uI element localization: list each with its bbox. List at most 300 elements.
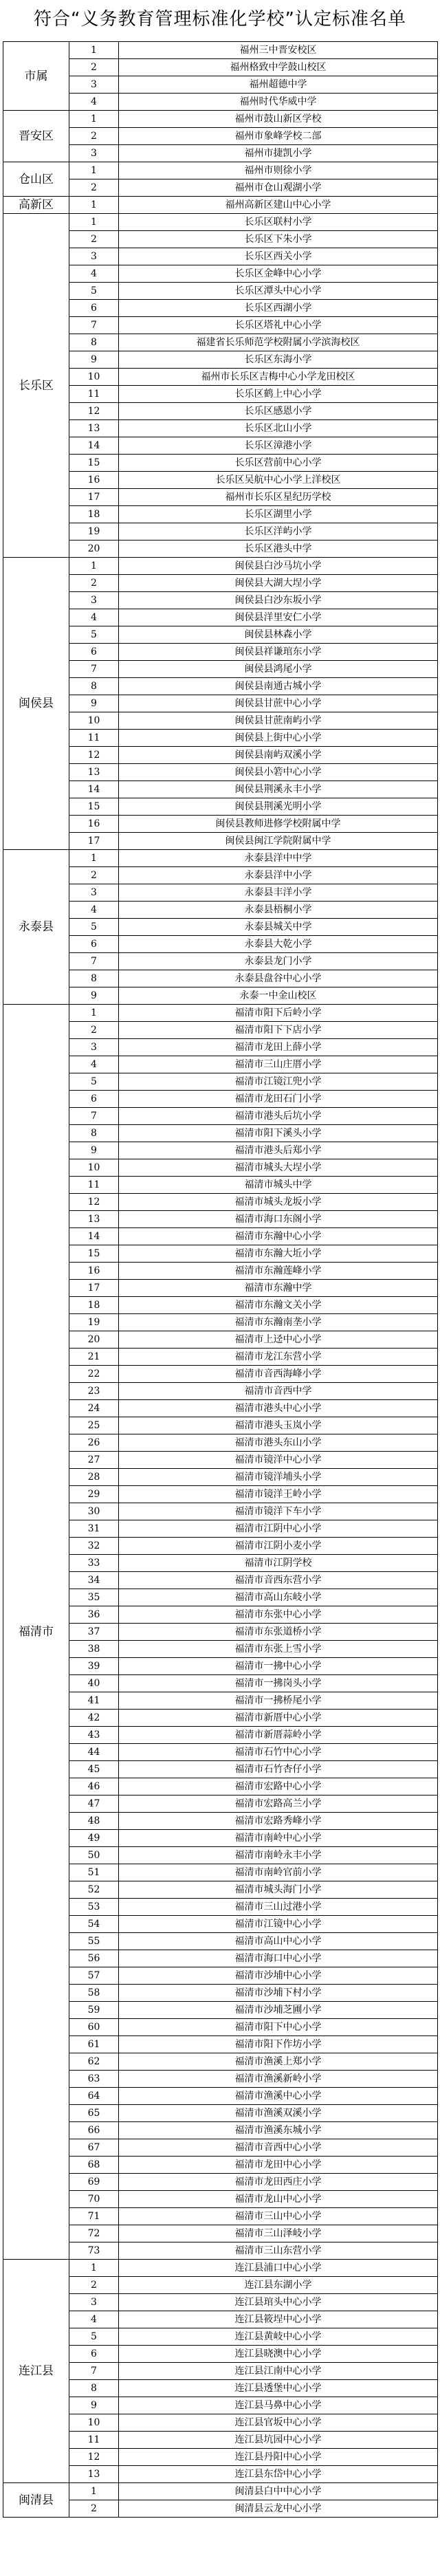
index-cell: 67 [69,2139,119,2157]
school-name-cell: 福清市一拂岗头小学 [119,1675,438,1692]
school-name-cell: 福州时代华威中学 [119,94,438,111]
index-cell: 3 [69,145,119,162]
index-cell: 12 [69,1194,119,1211]
index-cell: 45 [69,1761,119,1778]
school-name-cell: 福清市东瀚中心小学 [119,1228,438,1245]
school-name-cell: 福州市则徐小学 [119,162,438,179]
school-name-cell: 闽侯县荆溪永丰小学 [119,781,438,798]
index-cell: 4 [69,1056,119,1073]
index-cell: 2 [69,1022,119,1039]
region-cell: 连江县 [3,2260,69,2483]
school-name-cell: 福清市上迳中心小学 [119,1331,438,1349]
index-cell: 6 [69,936,119,953]
index-cell: 14 [69,781,119,798]
school-name-cell: 连江县马鼻中心小学 [119,2397,438,2414]
index-cell: 10 [69,369,119,386]
school-name-cell: 连江县江南中心小学 [119,2363,438,2380]
index-cell: 72 [69,2225,119,2242]
index-cell: 13 [69,2466,119,2483]
school-name-cell: 福清市音西中心小学 [119,2139,438,2157]
index-cell: 13 [69,420,119,437]
index-cell: 12 [69,2449,119,2466]
index-cell: 53 [69,1899,119,1916]
index-cell: 13 [69,1211,119,1228]
region-cell: 永泰县 [3,850,69,1005]
school-name-cell: 福清市龙江东营小学 [119,1349,438,1366]
school-name-cell: 福清市东张道桥小学 [119,1624,438,1641]
school-name-cell: 福清市海口东阁小学 [119,1211,438,1228]
index-cell: 11 [69,730,119,747]
index-cell: 3 [69,2294,119,2311]
school-name-cell: 福清市一拂中心小学 [119,1658,438,1675]
index-cell: 65 [69,2105,119,2122]
index-cell: 8 [69,678,119,695]
school-name-cell: 福清市龙田上薛小学 [119,1039,438,1056]
index-cell: 14 [69,437,119,455]
index-cell: 1 [69,197,119,214]
index-cell: 2 [69,2277,119,2294]
index-cell: 47 [69,1795,119,1813]
index-cell: 1 [69,850,119,867]
index-cell: 7 [69,661,119,678]
index-cell: 56 [69,1950,119,1967]
index-cell: 2 [69,867,119,884]
index-cell: 24 [69,1400,119,1417]
school-name-cell: 长乐区营前中心小学 [119,455,438,472]
region-cell: 福清市 [3,1005,69,2260]
index-cell: 40 [69,1675,119,1692]
index-cell: 58 [69,1985,119,2002]
table-row [3,2260,438,2277]
school-name-cell: 福清市三山泽岐小学 [119,2225,438,2242]
index-cell: 38 [69,1641,119,1658]
index-cell: 6 [69,2346,119,2363]
school-name-cell: 福清市音西中学 [119,1383,438,1400]
index-cell: 5 [69,283,119,300]
school-name-cell: 福清市宏路秀峰小学 [119,1813,438,1830]
school-name-cell: 长乐区金峰中心小学 [119,265,438,283]
school-name-cell: 福清市江镜中心小学 [119,1916,438,1933]
school-name-cell: 闽侯县林森小学 [119,626,438,644]
table-row [3,850,438,867]
index-cell: 17 [69,833,119,850]
school-name-cell: 闽侯县鸿尾小学 [119,661,438,678]
index-cell: 46 [69,1778,119,1795]
index-cell: 31 [69,1520,119,1538]
index-cell: 42 [69,1710,119,1727]
index-cell: 7 [69,953,119,970]
school-name-cell: 福清市龙山中心小学 [119,2191,438,2208]
school-name-cell: 闽清县云龙中心小学 [119,2500,438,2518]
school-name-cell: 福州市仓山观湖小学 [119,179,438,197]
school-name-cell: 永泰县洋中小学 [119,867,438,884]
index-cell: 23 [69,1383,119,1400]
school-name-cell: 福清市三山庄厝小学 [119,1056,438,1073]
school-name-cell: 福清市城头龙坂小学 [119,1194,438,1211]
index-cell: 39 [69,1658,119,1675]
index-cell: 29 [69,1486,119,1503]
school-name-cell: 福清市南岭中心小学 [119,1830,438,1847]
index-cell: 10 [69,712,119,730]
index-cell: 11 [69,2432,119,2449]
school-name-cell: 福清市阳下后岭小学 [119,1005,438,1022]
index-cell: 60 [69,2019,119,2036]
index-cell: 51 [69,1864,119,1881]
index-cell: 1 [69,1005,119,1022]
index-cell: 16 [69,816,119,833]
school-name-cell: 闽侯县白沙马坑小学 [119,558,438,575]
index-cell: 2 [69,2500,119,2518]
school-name-cell: 连江县官坂中心小学 [119,2414,438,2432]
school-name-cell: 连江县丹阳中心小学 [119,2449,438,2466]
school-name-cell: 福清市镜洋下车小学 [119,1503,438,1520]
index-cell: 59 [69,2002,119,2019]
school-name-cell: 长乐区下朱小学 [119,231,438,248]
index-cell: 2 [69,179,119,197]
index-cell: 71 [69,2208,119,2225]
school-name-cell: 闽侯县甘蔗中心小学 [119,695,438,712]
index-cell: 32 [69,1538,119,1555]
school-name-cell: 福清市南岭官前小学 [119,1864,438,1881]
school-name-cell: 福清市三山过港小学 [119,1899,438,1916]
index-cell: 9 [69,2397,119,2414]
index-cell: 9 [69,1142,119,1159]
school-name-cell: 福清市音西东营小学 [119,1572,438,1589]
school-name-cell: 福州格致中学鼓山校区 [119,59,438,76]
school-name-cell: 长乐区洋屿小学 [119,523,438,541]
school-name-cell: 福清市宏路高兰小学 [119,1795,438,1813]
index-cell: 28 [69,1469,119,1486]
index-cell: 6 [69,1091,119,1108]
school-name-cell: 福清市城头中学 [119,1177,438,1194]
school-name-cell: 福清市龙田中心小学 [119,2157,438,2174]
school-name-cell: 永泰县龙门小学 [119,953,438,970]
index-cell: 8 [69,334,119,351]
index-cell: 21 [69,1349,119,1366]
region-cell: 高新区 [3,197,69,214]
index-cell: 7 [69,1108,119,1125]
index-cell: 20 [69,541,119,558]
index-cell: 2 [69,59,119,76]
index-cell: 5 [69,2328,119,2346]
index-cell: 70 [69,2191,119,2208]
school-name-cell: 福清市渔溪东城小学 [119,2122,438,2139]
school-name-cell: 福清市港头后坑小学 [119,1108,438,1125]
table-row [3,162,438,179]
index-cell: 62 [69,2053,119,2071]
school-name-cell: 连江县坑园中心小学 [119,2432,438,2449]
school-name-cell: 闽侯县闽江学院附属中学 [119,833,438,850]
index-cell: 2 [69,575,119,592]
index-cell: 16 [69,1263,119,1280]
index-cell: 3 [69,1039,119,1056]
school-name-cell: 闽侯县祥谦琯东小学 [119,644,438,661]
index-cell: 2 [69,231,119,248]
school-name-cell: 福清市高山中心小学 [119,1933,438,1950]
index-cell: 1 [69,558,119,575]
school-name-cell: 福清市东张中心小学 [119,1606,438,1624]
index-cell: 27 [69,1452,119,1469]
school-name-cell: 福清市阳下溪头小学 [119,1125,438,1142]
index-cell: 41 [69,1692,119,1710]
index-cell: 26 [69,1434,119,1452]
school-name-cell: 闽侯县大湖大埕小学 [119,575,438,592]
index-cell: 22 [69,1366,119,1383]
index-cell: 1 [69,2260,119,2277]
index-cell: 20 [69,1331,119,1349]
school-name-cell: 福清市东瀚中学 [119,1280,438,1297]
index-cell: 43 [69,1727,119,1744]
index-cell: 19 [69,1314,119,1331]
index-cell: 50 [69,1847,119,1864]
school-name-cell: 福清市城头海门小学 [119,1881,438,1899]
index-cell: 2 [69,128,119,145]
index-cell: 17 [69,1280,119,1297]
school-name-cell: 福清市高山东岐小学 [119,1589,438,1606]
index-cell: 11 [69,1177,119,1194]
school-name-cell: 福清市镜洋埔头小学 [119,1469,438,1486]
index-cell: 54 [69,1916,119,1933]
index-cell: 63 [69,2071,119,2088]
school-name-cell: 连江县琯头中心小学 [119,2294,438,2311]
school-name-cell: 福清市阳下作坊小学 [119,2036,438,2053]
index-cell: 33 [69,1555,119,1572]
school-name-cell: 闽侯县南通古城小学 [119,678,438,695]
school-name-cell: 福清市港头后郑小学 [119,1142,438,1159]
index-cell: 11 [69,386,119,403]
school-name-cell: 长乐区北山小学 [119,420,438,437]
region-cell: 长乐区 [3,214,69,558]
index-cell: 4 [69,609,119,626]
table-row [3,214,438,231]
school-name-cell: 永泰县梧桐小学 [119,902,438,919]
index-cell: 15 [69,455,119,472]
school-name-cell: 福清市江阴中心小学 [119,1520,438,1538]
region-cell: 闽清县 [3,2483,69,2518]
school-name-cell: 福清市江阴小麦小学 [119,1538,438,1555]
school-name-cell: 福清市宏路中心小学 [119,1778,438,1795]
school-name-cell: 福清市三山东营小学 [119,2242,438,2260]
index-cell: 36 [69,1606,119,1624]
school-name-cell: 福州高新区建山中心小学 [119,197,438,214]
school-name-cell: 福清市城头大埕小学 [119,1159,438,1177]
index-cell: 18 [69,1297,119,1314]
index-cell: 3 [69,592,119,609]
school-name-cell: 福州超德中学 [119,76,438,94]
school-name-cell: 长乐区联村小学 [119,214,438,231]
school-name-cell: 永泰县盘谷中心小学 [119,970,438,987]
index-cell: 9 [69,695,119,712]
school-name-cell: 福清市镜洋王岭小学 [119,1486,438,1503]
school-name-cell: 福清市沙埔下村小学 [119,1985,438,2002]
school-name-cell: 福清市石竹杏仔小学 [119,1761,438,1778]
school-name-cell: 闽侯县小箬中心小学 [119,764,438,781]
school-name-cell: 连江县晓澳中心小学 [119,2346,438,2363]
school-name-cell: 福州市长乐区星纪历学校 [119,489,438,506]
school-name-cell: 闽清县白中中心小学 [119,2483,438,2500]
school-name-cell: 长乐区吴航中心小学上洋校区 [119,472,438,489]
index-cell: 7 [69,2363,119,2380]
index-cell: 6 [69,300,119,317]
school-name-cell: 福清市渔溪中心小学 [119,2088,438,2105]
index-cell: 49 [69,1830,119,1847]
index-cell: 10 [69,1159,119,1177]
school-name-cell: 福清市港头东山小学 [119,1434,438,1452]
table-row [3,197,438,214]
school-name-cell: 福清市三山中心小学 [119,2208,438,2225]
index-cell: 14 [69,1228,119,1245]
school-name-cell: 福清市海口中心小学 [119,1950,438,1967]
school-name-cell: 连江县透堡中心小学 [119,2380,438,2397]
school-name-cell: 福清市港头中心小学 [119,1400,438,1417]
index-cell: 34 [69,1572,119,1589]
school-name-cell: 连江县黄岐中心小学 [119,2328,438,2346]
region-cell: 闽侯县 [3,558,69,850]
index-cell: 1 [69,214,119,231]
school-name-cell: 长乐区西湖小学 [119,300,438,317]
index-cell: 16 [69,472,119,489]
index-cell: 69 [69,2174,119,2191]
school-name-cell: 福州市鼓山新区学校 [119,111,438,128]
school-name-cell: 闽侯县白沙东坂小学 [119,592,438,609]
school-name-cell: 福州市象峰学校二部 [119,128,438,145]
index-cell: 4 [69,2311,119,2328]
school-name-cell: 福清市阳下中心小学 [119,2019,438,2036]
index-cell: 9 [69,351,119,369]
table-row [3,558,438,575]
school-name-cell: 福清市新厝蒜岭小学 [119,1727,438,1744]
school-name-cell: 连江县东岱中心小学 [119,2466,438,2483]
table-row [3,111,438,128]
region-cell: 市属 [3,42,69,111]
school-name-cell: 福清市东张上雪小学 [119,1641,438,1658]
index-cell: 8 [69,1125,119,1142]
region-cell: 仓山区 [3,162,69,197]
school-name-cell: 长乐区东海小学 [119,351,438,369]
school-name-cell: 福清市港头玉岚小学 [119,1417,438,1434]
index-cell: 6 [69,644,119,661]
index-cell: 30 [69,1503,119,1520]
school-name-cell: 长乐区西关小学 [119,248,438,265]
index-cell: 19 [69,523,119,541]
school-name-cell: 福清市江镜江兜小学 [119,1073,438,1091]
school-name-cell: 福清市龙田西庄小学 [119,2174,438,2191]
school-name-cell: 长乐区潭头中心小学 [119,283,438,300]
page-title: 符合“义务教育管理标准化学校”认定标准名单 [34,9,406,30]
school-name-cell: 闽侯县甘蔗南屿小学 [119,712,438,730]
index-cell: 64 [69,2088,119,2105]
school-name-cell: 长乐区湖里小学 [119,506,438,523]
school-name-cell: 闽侯县南屿双溪小学 [119,747,438,764]
school-name-cell: 长乐区港头中学 [119,541,438,558]
index-cell: 68 [69,2157,119,2174]
school-name-cell: 连江县东湖小学 [119,2277,438,2294]
table-body [3,42,438,2518]
index-cell: 35 [69,1589,119,1606]
school-name-cell: 福清市东瀚南垄小学 [119,1314,438,1331]
index-cell: 5 [69,1073,119,1091]
school-name-cell: 福清市东瀚莲峰小学 [119,1263,438,1280]
school-name-cell: 福清市龙田石门小学 [119,1091,438,1108]
school-name-cell: 永泰一中金山校区 [119,987,438,1005]
school-name-cell: 闽侯县教师进修学校附属中学 [119,816,438,833]
index-cell: 1 [69,2483,119,2500]
index-cell: 8 [69,2380,119,2397]
school-name-cell: 连江县浦口中心小学 [119,2260,438,2277]
school-name-cell: 福清市沙埔中心小学 [119,1967,438,1985]
school-name-cell: 连江县筱埕中心小学 [119,2311,438,2328]
index-cell: 37 [69,1624,119,1641]
school-name-cell: 福清市新厝中心小学 [119,1710,438,1727]
school-name-cell: 永泰县洋中中学 [119,850,438,867]
school-name-cell: 福州三中晋安校区 [119,42,438,59]
school-name-cell: 福建省长乐师范学校附属小学滨海校区 [119,334,438,351]
school-name-cell: 闽侯县洋里安仁小学 [119,609,438,626]
index-cell: 15 [69,798,119,816]
school-name-cell: 长乐区感恩小学 [119,403,438,420]
index-cell: 3 [69,76,119,94]
index-cell: 61 [69,2036,119,2053]
school-name-cell: 福清市沙埔芝圃小学 [119,2002,438,2019]
school-name-cell: 福清市渔溪双溪小学 [119,2105,438,2122]
school-name-cell: 福清市东瀚大坵小学 [119,1245,438,1263]
index-cell: 1 [69,111,119,128]
index-cell: 1 [69,42,119,59]
school-name-cell: 福清市一拂桥尾小学 [119,1692,438,1710]
index-cell: 7 [69,317,119,334]
index-cell: 25 [69,1417,119,1434]
school-name-cell: 福清市南岭永丰小学 [119,1847,438,1864]
school-list-table [3,41,437,2518]
index-cell: 10 [69,2414,119,2432]
index-cell: 1 [69,162,119,179]
school-name-cell: 长乐区漳港小学 [119,437,438,455]
index-cell: 3 [69,248,119,265]
index-cell: 5 [69,626,119,644]
school-name-cell: 永泰县城关中学 [119,919,438,936]
index-cell: 3 [69,884,119,902]
school-name-cell: 福州市捷凯小学 [119,145,438,162]
index-cell: 12 [69,403,119,420]
school-name-cell: 福清市渔溪上郑小学 [119,2053,438,2071]
index-cell: 15 [69,1245,119,1263]
school-name-cell: 福州市长乐区吉梅中心小学龙田校区 [119,369,438,386]
index-cell: 8 [69,970,119,987]
table-row [3,2483,438,2500]
index-cell: 9 [69,987,119,1005]
index-cell: 13 [69,764,119,781]
school-name-cell: 福清市渔溪新岭小学 [119,2071,438,2088]
index-cell: 57 [69,1967,119,1985]
table-row [3,1005,438,1022]
index-cell: 66 [69,2122,119,2139]
school-name-cell: 福清市阳下下店小学 [119,1022,438,1039]
school-name-cell: 福清市镜洋中心小学 [119,1452,438,1469]
region-cell: 晋安区 [3,111,69,162]
index-cell: 18 [69,506,119,523]
index-cell: 55 [69,1933,119,1950]
index-cell: 52 [69,1881,119,1899]
table-row [3,42,438,59]
school-name-cell: 闽侯县上街中心小学 [119,730,438,747]
school-name-cell: 长乐区塔礼中心小学 [119,317,438,334]
school-name-cell: 福清市东瀚文关小学 [119,1297,438,1314]
index-cell: 44 [69,1744,119,1761]
index-cell: 73 [69,2242,119,2260]
school-name-cell: 永泰县大乾小学 [119,936,438,953]
index-cell: 4 [69,265,119,283]
index-cell: 48 [69,1813,119,1830]
